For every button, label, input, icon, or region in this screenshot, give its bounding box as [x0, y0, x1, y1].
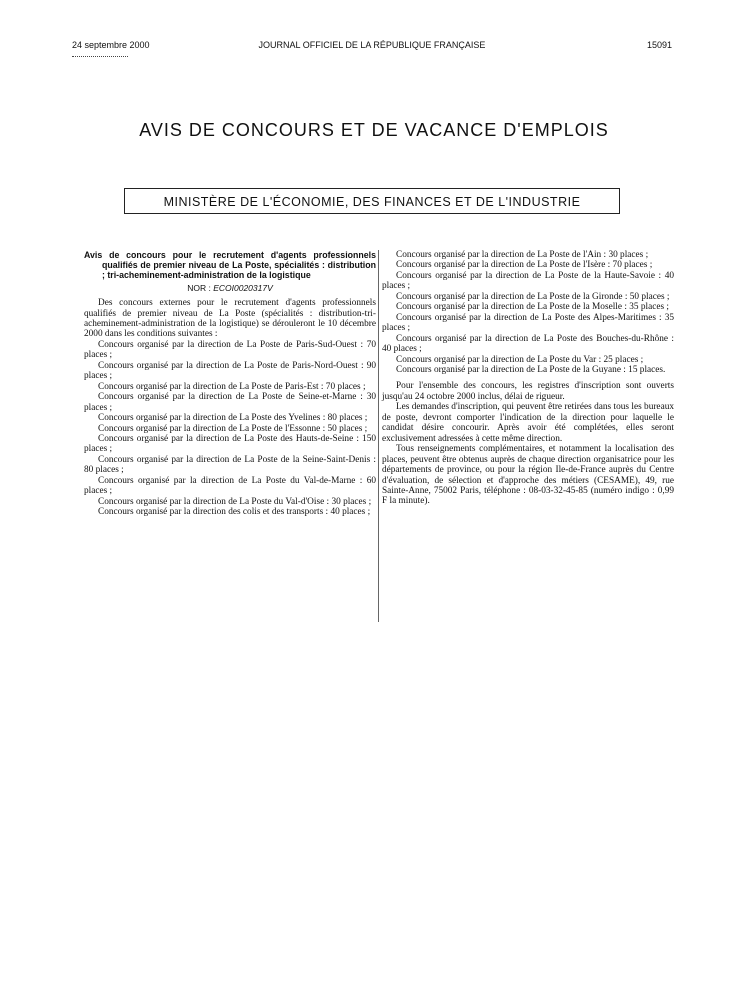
nor-label: NOR :	[187, 282, 211, 293]
notice-title: Avis de concours pour le recrutement d'agents professionnels qualifiés de premier niveau de La Poste, spécialités : distribution ; tri-acheminement-administration de la logistique	[84, 250, 376, 281]
list-item: Concours organisé par la direction de La Poste des Alpes-Maritimes : 35 places ;	[382, 312, 674, 334]
list-item: Concours organisé par la direction de La Poste des Hauts-de-Seine : 150 places ;	[84, 433, 376, 455]
list-item: Concours organisé par la direction de La Poste du Val-de-Marne : 60 places ;	[84, 475, 376, 497]
list-item: Concours organisé par la direction de La Poste de l'Essonne : 50 places ;	[98, 423, 368, 434]
list-item: Concours organisé par la direction de La Poste de la Gironde : 50 places ;	[396, 291, 670, 302]
contact-info-paragraph: Tous renseignements complémentaires, et notamment la localisation des places, peuvent être obtenus auprès de chaque direction organisatrice pour les départements de province, ou pour la région Ile-de-France auprès du Centre d'évaluation, de sélection et d'approche des métiers (CESAME), 49, rue Sainte-Anne, 75002 Paris, téléphone : 08-03-32-45-85 (numéro indigo : 0,99 F la minute).	[382, 444, 674, 507]
header-page-number: 15091	[646, 40, 672, 50]
list-item: Concours organisé par la direction de La Poste de Seine-et-Marne : 30 places ;	[84, 392, 376, 413]
list-item: Concours organisé par la direction de La Poste des Yvelines : 80 places ;	[98, 413, 368, 424]
list-item: Concours organisé par la direction de La Poste de l'Ain : 30 places ;	[396, 250, 649, 260]
page-header	[72, 40, 672, 54]
nor-code: ECOI0020317V	[213, 282, 273, 293]
list-item: Concours organisé par la direction de La Poste de la Moselle : 35 places ;	[396, 302, 669, 313]
list-item: Concours organisé par la direction de La Poste de la Seine-Saint-Denis : 80 places ;	[84, 454, 376, 476]
header-rule	[72, 56, 128, 57]
list-item: Concours organisé par la direction de La Poste de Paris-Est : 70 places ;	[98, 381, 366, 392]
header-journal-title: JOURNAL OFFICIEL DE LA RÉPUBLIQUE FRANÇAISE	[258, 40, 486, 50]
registration-forms-paragraph: Les demandes d'inscription, qui peuvent être retirées dans tous les bureaux de poste, devront comporter l'indication de la direction pour laquelle le candidat désire concourir. Après avoir été complétées, elles seront exclusivement adressées à cette même direction.	[382, 402, 674, 444]
list-item: Concours organisé par la direction de La Poste de la Haute-Savoie : 40 places ;	[382, 270, 674, 292]
nor-reference	[84, 283, 376, 293]
right-column	[382, 250, 674, 507]
registration-deadline-paragraph: Pour l'ensemble des concours, les registres d'inscription sont ouverts jusqu'au 24 octobre 2000 inclus, délai de rigueur.	[382, 381, 674, 402]
list-item: Concours organisé par la direction de La Poste du Val-d'Oise : 30 places ;	[98, 496, 372, 507]
list-item: Concours organisé par la direction des colis et des transports : 40 places ;	[98, 507, 371, 518]
left-column	[84, 250, 376, 518]
column-divider	[378, 250, 379, 622]
list-item: Concours organisé par la direction de La Poste de Paris-Sud-Ouest : 70 places ;	[84, 339, 376, 361]
header-date: 24 septembre 2000	[72, 40, 150, 50]
list-item: Concours organisé par la direction de La Poste du Var : 25 places ;	[396, 354, 644, 365]
notice-intro: Des concours externes pour le recrutement d'agents professionnels qualifiés de premier niveau de La Poste (spécialités : distribution-tri-acheminement-administration de la logistique) se dérouleront le 10 décembre 2000 dans les conditions suivantes :	[84, 298, 376, 340]
ministry-heading: MINISTÈRE DE L'ÉCONOMIE, DES FINANCES ET DE L'INDUSTRIE	[124, 188, 620, 214]
list-item: Concours organisé par la direction de La Poste des Bouches-du-Rhône : 40 places ;	[382, 333, 674, 355]
list-item: Concours organisé par la direction de La Poste de Paris-Nord-Ouest : 90 places ;	[84, 360, 376, 382]
list-item: Concours organisé par la direction de La Poste de la Guyane : 15 places.	[396, 364, 666, 375]
main-title: AVIS DE CONCOURS ET DE VACANCE D'EMPLOIS	[139, 120, 609, 140]
list-item: Concours organisé par la direction de La Poste de l'Isère : 70 places ;	[396, 260, 653, 271]
